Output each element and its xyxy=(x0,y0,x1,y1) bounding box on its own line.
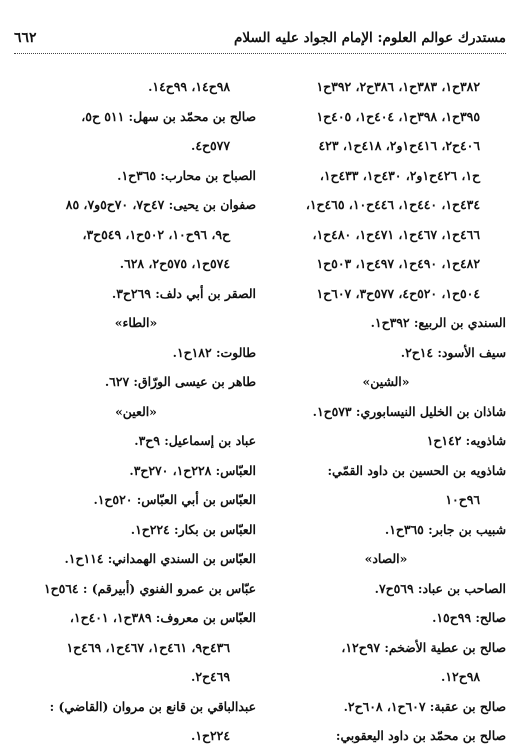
index-continuation-line: ٥٧٤ح١، ٥٧٥ح٢، ٦٢٨. xyxy=(119,256,230,271)
index-entry: عبدالباقي بن قانع بن مروان (القاضي) : xyxy=(49,698,256,714)
index-entry: العبّاس بن السندي الهمداني: ١١٤ح١. xyxy=(64,551,256,566)
index-entry: شاذويه بن الحسين بن داود القمّي: xyxy=(327,462,506,478)
section-heading: «العين» xyxy=(115,403,157,419)
section-heading: «الشين» xyxy=(362,374,410,389)
index-entry: صالح: ٩٩ح١٥. xyxy=(432,610,506,625)
index-entry: صالح بن محمّد بن داود اليعقوبي: xyxy=(335,728,506,743)
index-continuation-line: ٤٦٦ح١، ٤٦٧ح١، ٤٧١ح١، ٤٨٠ح١، xyxy=(312,226,480,242)
index-entry: الصباح بن محارب: ٣٦٥ح١. xyxy=(117,167,256,183)
index-entry: الصقر بن أبي دلف: ٢٦٩ح٣. xyxy=(111,285,256,301)
index-continuation-line: ٣٩٥ح١، ٣٩٨ح١، ٤٠٤ح١، ٤٠٥ح١ xyxy=(316,108,480,124)
index-entry: صفوان بن يحيى: ٤٧ح٧، ٧٠ح٥و٧، ٨٥ xyxy=(65,197,256,212)
index-continuation-line: ٥٠٤ح١، ٥٢٠ح٤، ٥٧٧ح٣، ٦٠٧ح١ xyxy=(316,285,480,301)
index-continuation-line: ٤٨٢ح١، ٤٩٠ح١، ٤٩٧ح١، ٥٠٣ح١ xyxy=(316,256,480,271)
index-continuation-line: ٤٠٦ح٢، ٤١٦ح١و٢، ٤١٨ح١، ٤٢٣ xyxy=(318,138,480,153)
index-entry: السندي بن الربيع: ٣٩٢ح١. xyxy=(370,315,506,330)
index-entry: صالح بن عقبة: ٦٠٧ح١، ٦٠٨ح٢. xyxy=(343,698,506,714)
header-divider xyxy=(14,53,506,54)
index-entry: طاهر بن عيسى الورّاق: ٦٢٧. xyxy=(104,374,256,389)
index-entry: عباد بن إسماعيل: ٩ح٣. xyxy=(134,433,256,448)
index-continuation-line: ٩٦ح١٠ xyxy=(445,492,480,507)
index-entry: شاذان بن الخليل النيسابوري: ٥٧٣ح١. xyxy=(312,403,506,419)
index-continuation-line: ٤٣٦ح٩، ٤٦١ح١، ٤٦٧ح١، ٤٦٩ح١ xyxy=(66,639,230,655)
index-entry: صالح بن عطية الأضخم: ٩٧ح١٢، xyxy=(341,639,506,655)
index-entry: شبيب بن جابر: ٣٦٥ح١. xyxy=(384,521,506,537)
index-continuation-line: ٩٨ح١٤، ٩٩ح١٤. xyxy=(148,79,230,94)
index-entry: العبّاس بن أبي العبّاس: ٥٢٠ح١. xyxy=(93,492,256,507)
running-title: مستدرك عوالم العلوم: الإمام الجواد عليه السلام xyxy=(234,30,506,46)
index-entry: سيف الأسود: ١٤ح٢. xyxy=(400,344,506,360)
index-entry: العبّاس بن بكار: ٢٢٤ح١. xyxy=(130,521,256,537)
index-continuation-line: ٢٢٤ح١. xyxy=(191,728,230,743)
index-entry: عبّاس بن عمرو الفنوي (أبيرقم) : ٥٦٤ح١ xyxy=(43,580,256,596)
index-continuation-line: ٩٨ح١٢. xyxy=(441,669,480,684)
right-index-column xyxy=(266,72,506,751)
index-continuation-line: ح٩، ٩٦ح١٠، ٥٠٢ح١، ٥٤٩ح٣، xyxy=(82,226,230,242)
index-continuation-line: ٤٦٩ح٢. xyxy=(191,669,230,684)
index-entry: طالوت: ١٨٢ح١. xyxy=(172,344,256,360)
section-heading: «الصاد» xyxy=(364,551,408,566)
index-entry: صالح بن محمّد بن سهل: ٥١١ ح٥، xyxy=(81,108,256,124)
index-continuation-line: ٤٣٤ح١، ٤٤٠ح١، ٤٤٦ح١٠، ٤٦٥ح١، xyxy=(305,197,480,212)
section-heading: «الطاء» xyxy=(114,315,158,330)
index-continuation-line: ٥٧٧ح٤. xyxy=(191,138,230,153)
index-continuation-line: ٣٨٢ح١، ٣٨٣ح١، ٣٨٦ح٢، ٣٩٢ح١ xyxy=(316,79,480,94)
index-entry: الصاحب بن عباد: ٥٦٩ح٧. xyxy=(374,580,506,596)
page-number: ٦٦٢ xyxy=(14,30,37,46)
index-entry: العبّاس: ٢٢٨ح١، ٢٧٠ح٣. xyxy=(129,462,256,478)
left-index-column xyxy=(16,72,256,751)
index-entry: شاذويه: ١٤٢ح١ xyxy=(426,433,506,448)
page-header xyxy=(14,20,506,46)
index-continuation-line: ح١، ٤٢٦ح١و٢، ٤٣٠ح١، ٤٣٣ح١، xyxy=(319,167,480,183)
index-entry: العبّاس بن معروف: ٣٨٩ح١، ٤٠١ح١، xyxy=(69,610,256,625)
